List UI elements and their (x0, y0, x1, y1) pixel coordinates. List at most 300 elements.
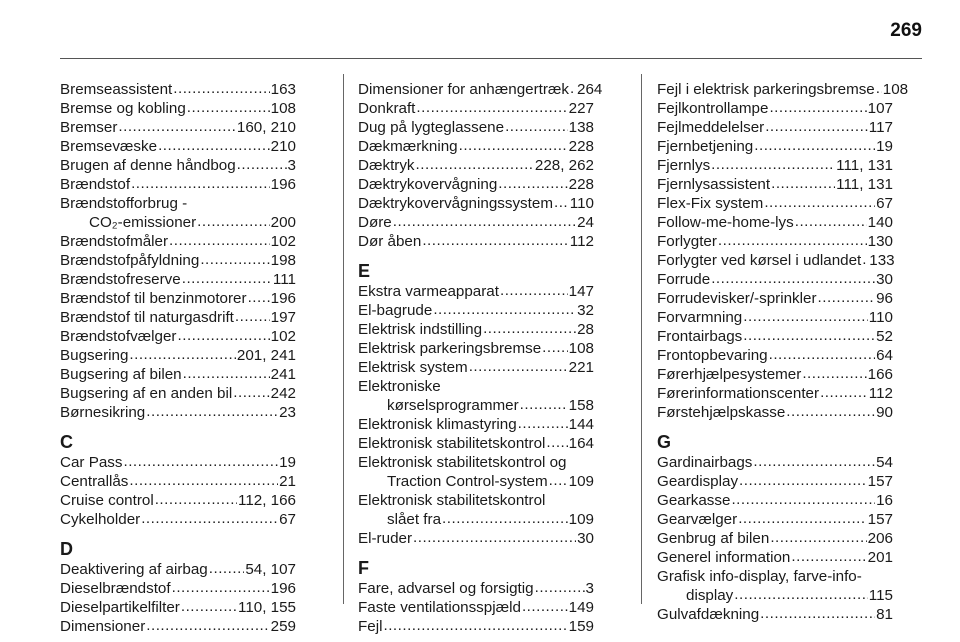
index-entry (657, 194, 893, 213)
dot-leader (711, 155, 835, 174)
index-entry (358, 598, 594, 617)
dot-leader (718, 231, 867, 250)
index-entry (657, 251, 893, 270)
dot-leader (546, 433, 567, 452)
page-reference: 54, 107 (245, 561, 296, 578)
index-entry (657, 529, 893, 548)
index-term: Elektrisk indstilling (358, 321, 483, 338)
page-reference: 210 (270, 138, 296, 155)
dot-leader (146, 616, 269, 635)
index-term: Forvarmning (657, 309, 743, 326)
index-entry (60, 213, 296, 232)
section-letter: C (60, 432, 73, 452)
index-entry (60, 491, 296, 510)
page-reference: 147 (568, 283, 594, 300)
section-letter: F (358, 558, 369, 578)
index-entry (358, 339, 594, 358)
index-entry (657, 99, 893, 118)
dot-leader (554, 193, 569, 212)
index-entry-heading: Elektroniske (358, 378, 441, 395)
index-entry (657, 605, 893, 624)
dot-leader (123, 452, 278, 471)
page-reference: 228 (568, 176, 594, 193)
page-reference: 241 (270, 366, 296, 383)
page-reference: 242 (270, 385, 296, 402)
page-reference: 206 (867, 530, 893, 547)
index-term: Fejlmeddelelser (657, 119, 765, 136)
index-entry (358, 358, 594, 377)
index-term: Faste ventilationsspjæld (358, 599, 521, 616)
index-entry (60, 617, 296, 636)
dot-leader (518, 414, 568, 433)
index-term: Car Pass (60, 454, 123, 471)
page-reference: 19 (876, 138, 893, 155)
dot-leader (248, 288, 270, 307)
index-entry (60, 251, 296, 270)
page-reference: 28 (577, 321, 594, 338)
page-reference: 259 (270, 618, 296, 635)
index-term: Ekstra varmeapparat (358, 283, 499, 300)
page-reference: 196 (270, 580, 296, 597)
page-reference: 111 (272, 271, 296, 288)
dot-leader (520, 395, 568, 414)
index-term: Generel information (657, 549, 791, 566)
dot-leader (795, 212, 867, 231)
column-divider (343, 74, 344, 604)
page-reference: 64 (876, 347, 893, 364)
index-term: Gulvafdækning (657, 606, 760, 623)
index-entry (358, 232, 594, 251)
index-entry (60, 137, 296, 156)
index-term: Forlygter (657, 233, 717, 250)
index-entry (657, 137, 893, 156)
index-entry (657, 548, 893, 567)
index-term: Deaktivering af airbag (60, 561, 208, 578)
dot-leader (416, 98, 567, 117)
index-term: Dør åben (358, 233, 422, 250)
index-entry (657, 175, 893, 194)
page-reference: 107 (867, 100, 893, 117)
page-reference: 108 (882, 81, 909, 98)
dot-leader (754, 136, 875, 155)
index-term: Gardinairbags (657, 454, 753, 471)
index-entry (60, 270, 296, 289)
index-entry (657, 80, 909, 99)
index-column-2 (358, 80, 603, 636)
index-term: El-bagrude (358, 302, 433, 319)
page-reference: 228, 262 (534, 157, 594, 174)
page-reference: 159 (568, 618, 594, 635)
index-term: Dimensioner (60, 618, 146, 635)
index-term: display (686, 587, 734, 604)
index-term: Forrudevisker/-sprinkler (657, 290, 817, 307)
dot-leader (765, 117, 868, 136)
page-reference: 110 (868, 309, 893, 326)
dot-leader (172, 578, 270, 597)
dot-leader (738, 509, 866, 528)
section-letter: D (60, 539, 73, 559)
index-term: Fejlkontrollampe (657, 100, 769, 117)
index-term: Gearkasse (657, 492, 731, 509)
index-entry (358, 529, 594, 548)
index-entry (657, 403, 893, 422)
dot-leader (416, 155, 534, 174)
page-reference: 67 (876, 195, 893, 212)
dot-leader (459, 136, 568, 155)
index-term: Brændstof til benzinmotorer (60, 290, 247, 307)
index-entry (60, 289, 296, 308)
index-entry (60, 598, 296, 617)
index-entry (60, 80, 296, 99)
dot-leader (146, 402, 278, 421)
page-reference: 102 (270, 328, 296, 345)
index-entry (358, 175, 594, 194)
index-term: Elektronisk klimastyring (358, 416, 517, 433)
dot-leader (433, 300, 576, 319)
page-reference: 112 (868, 385, 893, 402)
index-term: Fjernlysassistent (657, 176, 771, 193)
index-term: Frontairbags (657, 328, 743, 345)
index-term: Brændstof til naturgasdrift (60, 309, 234, 326)
dot-leader (393, 212, 576, 231)
dot-leader (233, 383, 269, 402)
page-reference: 30 (577, 530, 594, 547)
index-entry (60, 365, 296, 384)
dot-leader (173, 79, 269, 98)
page-reference: 54 (876, 454, 893, 471)
index-term: Døre (358, 214, 392, 231)
index-entry (657, 118, 893, 137)
index-entry (358, 118, 594, 137)
page-reference: 200 (270, 214, 296, 231)
index-term: CO₂-emissioner (89, 214, 197, 231)
dot-leader (182, 269, 272, 288)
section-letter: G (657, 432, 672, 452)
index-term: Dug på lygteglassene (358, 119, 505, 136)
index-term: Dæktrykovervågningssystem (358, 195, 553, 212)
page-reference: 3 (287, 157, 296, 174)
index-term: Geardisplay (657, 473, 739, 490)
dot-leader (731, 490, 875, 509)
header-rule (60, 58, 922, 59)
index-entry (657, 491, 893, 510)
index-entry (60, 510, 296, 529)
index-entry (657, 586, 893, 605)
index-entry (60, 99, 296, 118)
dot-leader (734, 585, 868, 604)
page-reference: 110, 155 (238, 599, 296, 616)
page-reference: 160, 210 (236, 119, 296, 136)
index-entry (358, 80, 603, 99)
page-reference: 117 (868, 119, 893, 136)
index-term: Dieselpartikelfilter (60, 599, 180, 616)
index-term: Brændstof (60, 176, 131, 193)
dot-leader (422, 231, 568, 250)
dot-leader (500, 281, 568, 300)
page-reference: 67 (279, 511, 296, 528)
index-entry (358, 579, 594, 598)
dot-leader (786, 402, 875, 421)
page-reference: 197 (270, 309, 296, 326)
page-reference: 157 (867, 473, 893, 490)
dot-leader (505, 117, 568, 136)
index-term: Fjernbetjening (657, 138, 754, 155)
page-reference: 144 (568, 416, 594, 433)
index-entry (657, 510, 893, 529)
index-entry (358, 320, 594, 339)
index-entry (358, 137, 594, 156)
index-entry (60, 327, 296, 346)
dot-leader (820, 383, 868, 402)
index-entry (358, 510, 594, 529)
dot-leader (770, 528, 866, 547)
page-reference: 108 (270, 100, 296, 117)
index-term: Brugen af denne håndbog (60, 157, 236, 174)
index-entry (60, 308, 296, 327)
page-reference: 201, 241 (236, 347, 296, 364)
dot-leader (169, 231, 270, 250)
dot-leader (200, 250, 269, 269)
index-entry (60, 118, 296, 137)
index-term: Bugsering af en anden bil (60, 385, 233, 402)
index-entry (60, 560, 296, 579)
dot-leader (209, 559, 245, 578)
index-term: Førerhjælpesystemer (657, 366, 802, 383)
page-reference: 108 (568, 340, 594, 357)
index-term: Dimensioner for anhængertræk (358, 81, 570, 98)
dot-leader (158, 136, 270, 155)
dot-leader (753, 452, 875, 471)
page-reference: 110 (569, 195, 594, 212)
index-entry (358, 194, 594, 213)
dot-leader (181, 597, 237, 616)
page-reference: 111, 131 (836, 157, 893, 174)
index-entry (657, 327, 893, 346)
dot-leader (818, 288, 876, 307)
index-term: Fare, advarsel og forsigtig (358, 580, 534, 597)
index-term: Gearvælger (657, 511, 738, 528)
dot-leader (876, 79, 882, 98)
page-reference: 3 (585, 580, 594, 597)
index-entry (358, 415, 594, 434)
index-term: Brændstofvælger (60, 328, 177, 345)
index-entry (60, 384, 296, 403)
page-reference: 96 (876, 290, 893, 307)
index-term: Fejl (358, 618, 383, 635)
index-term: Førstehjælpskasse (657, 404, 786, 421)
index-term: Cruise control (60, 492, 154, 509)
dot-leader (141, 509, 278, 528)
dot-leader (769, 98, 866, 117)
page-reference: 81 (876, 606, 893, 623)
index-entry (657, 384, 893, 403)
dot-leader (522, 597, 568, 616)
index-entry (657, 308, 893, 327)
index-entry (657, 365, 893, 384)
dot-leader (771, 174, 835, 193)
page-reference: 228 (568, 138, 594, 155)
index-entry (657, 453, 893, 472)
page-reference: 102 (270, 233, 296, 250)
dot-leader (498, 174, 567, 193)
index-term: Brændstofmåler (60, 233, 169, 250)
index-entry-heading: Brændstofforbrug - (60, 195, 188, 212)
index-entry (657, 232, 893, 251)
page-reference: 112, 166 (238, 492, 296, 509)
index-term: Flex-Fix system (657, 195, 764, 212)
dot-leader (542, 338, 568, 357)
dot-leader (802, 364, 866, 383)
dot-leader (764, 193, 875, 212)
page-reference: 140 (867, 214, 893, 231)
page-reference: 164 (568, 435, 594, 452)
dot-leader (235, 307, 270, 326)
index-term: Dæktrykovervågning (358, 176, 498, 193)
page-reference: 16 (876, 492, 893, 509)
dot-leader (131, 174, 270, 193)
index-term: Centrallås (60, 473, 129, 490)
index-term: Elektrisk system (358, 359, 468, 376)
dot-leader (535, 578, 585, 597)
dot-leader (129, 471, 278, 490)
index-term: Cykelholder (60, 511, 141, 528)
page-reference: 21 (279, 473, 296, 490)
dot-leader (862, 250, 868, 269)
index-entry (358, 434, 594, 453)
dot-leader (743, 326, 875, 345)
dot-leader (442, 509, 568, 528)
index-term: Børnesikring (60, 404, 146, 421)
index-entry (60, 156, 296, 175)
index-term: Traction Control-system (387, 473, 548, 490)
index-term: Bremser (60, 119, 118, 136)
index-entry (657, 156, 893, 175)
page-reference: 24 (577, 214, 594, 231)
index-term: Donkraft (358, 100, 416, 117)
index-term: Frontopbevaring (657, 347, 768, 364)
index-entry (60, 346, 296, 365)
index-entry (358, 99, 594, 118)
page-reference: 23 (279, 404, 296, 421)
dot-leader (237, 155, 287, 174)
index-term: kørselsprogrammer (387, 397, 519, 414)
page-reference: 157 (867, 511, 893, 528)
dot-leader (197, 212, 269, 231)
index-term: Elektronisk stabilitetskontrol (358, 435, 546, 452)
dot-leader (791, 547, 866, 566)
index-term: Forrude (657, 271, 711, 288)
index-term: Bugsering af bilen (60, 366, 182, 383)
index-term: Bremsevæske (60, 138, 158, 155)
index-term: Dæktryk (358, 157, 415, 174)
dot-leader (743, 307, 868, 326)
index-entry (60, 175, 296, 194)
index-entry (358, 156, 594, 175)
index-entry (657, 472, 893, 491)
page-reference: 32 (577, 302, 594, 319)
index-term: Follow-me-home-lys (657, 214, 794, 231)
page-reference: 221 (568, 359, 594, 376)
index-entry (657, 213, 893, 232)
index-entry (358, 472, 594, 491)
page-reference: 163 (270, 81, 296, 98)
index-entry (657, 289, 893, 308)
dot-leader (769, 345, 875, 364)
index-term: Forlygter ved kørsel i udlandet (657, 252, 862, 269)
dot-leader (469, 357, 568, 376)
page-reference: 196 (270, 176, 296, 193)
index-term: El-ruder (358, 530, 413, 547)
index-entry (60, 403, 296, 422)
page-reference: 166 (867, 366, 893, 383)
index-term: Dieselbrændstof (60, 580, 171, 597)
index-term: Brændstofreserve (60, 271, 181, 288)
index-entry (657, 270, 893, 289)
column-divider (641, 74, 642, 604)
dot-leader (413, 528, 576, 547)
dot-leader (711, 269, 875, 288)
page-reference: 198 (270, 252, 296, 269)
index-term: Elektrisk parkeringsbremse (358, 340, 542, 357)
page-reference: 90 (876, 404, 893, 421)
dot-leader (483, 319, 576, 338)
index-column-1 (60, 80, 296, 636)
page-reference: 201 (867, 549, 893, 566)
index-term: Genbrug af bilen (657, 530, 770, 547)
page-reference: 227 (568, 100, 594, 117)
index-entry (358, 617, 594, 636)
dot-leader (178, 326, 270, 345)
index-term: Dækmærkning (358, 138, 458, 155)
page-number: 269 (890, 20, 922, 41)
page-reference: 130 (867, 233, 893, 250)
index-column-3 (657, 80, 909, 624)
index-entry (60, 232, 296, 251)
index-term: Bremse og kobling (60, 100, 186, 117)
page-reference: 149 (568, 599, 594, 616)
index-entry (657, 346, 893, 365)
page-reference: 196 (270, 290, 296, 307)
page-reference: 52 (876, 328, 893, 345)
page-reference: 111, 131 (836, 176, 893, 193)
index-term: Bremseassistent (60, 81, 173, 98)
index-term: Fjernlys (657, 157, 711, 174)
index-term: slået fra (387, 511, 442, 528)
index-term: Førerinformationscenter (657, 385, 820, 402)
dot-leader (183, 364, 270, 383)
dot-leader (760, 604, 875, 623)
page-reference: 133 (869, 252, 895, 269)
dot-leader (155, 490, 237, 509)
dot-leader (549, 471, 568, 490)
index-entry (358, 282, 594, 301)
page-reference: 115 (868, 587, 893, 604)
page-reference: 109 (568, 511, 594, 528)
page-reference: 19 (279, 454, 296, 471)
index-entry-heading: Elektronisk stabilitetskontrol og (358, 454, 567, 471)
dot-leader (118, 117, 235, 136)
index-entry (358, 396, 594, 415)
index-entry (60, 579, 296, 598)
page-reference: 264 (577, 81, 603, 98)
index-entry (60, 472, 296, 491)
index-entry (358, 301, 594, 320)
page-reference: 112 (569, 233, 594, 250)
index-term: Brændstofpåfyldning (60, 252, 200, 269)
dot-leader (739, 471, 867, 490)
page-reference: 30 (876, 271, 893, 288)
page-reference: 109 (568, 473, 594, 490)
